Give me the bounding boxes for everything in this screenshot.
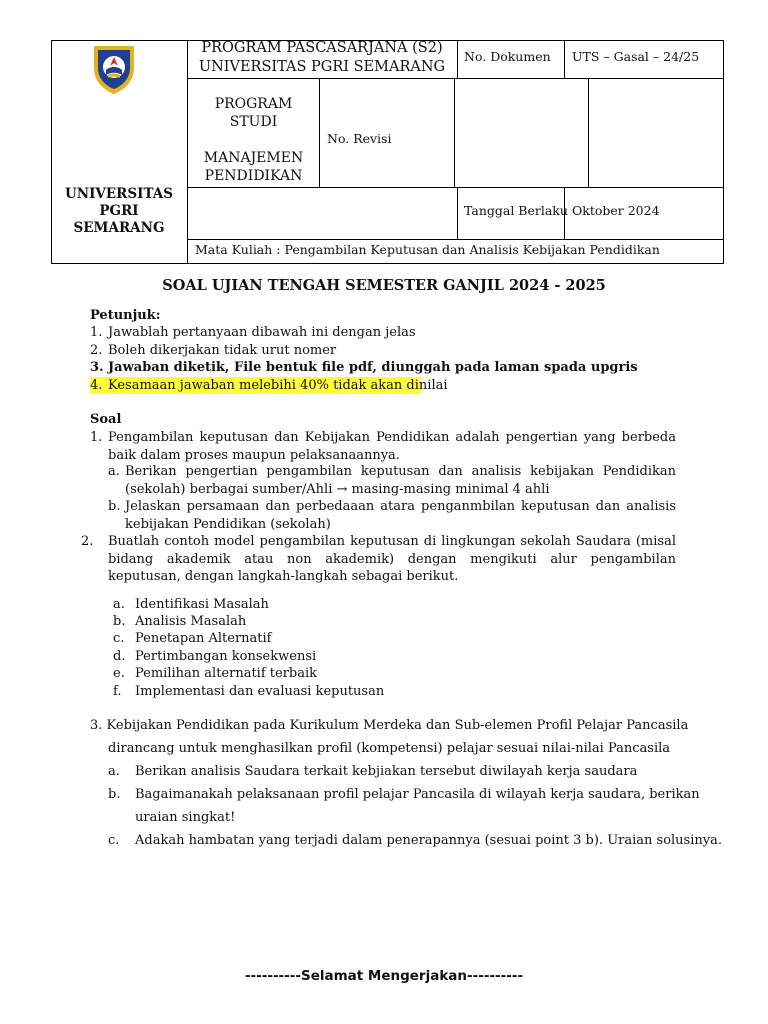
university-name: UNIVERSITAS PGRI SEMARANG: [64, 186, 173, 236]
list-item: f. Implementasi dan evaluasi keputusan: [113, 684, 385, 699]
list-item: c. Penetapan Alternatif: [113, 631, 272, 646]
question-3-line2: dirancang untuk menghasilkan profil (kompetensi) pelajar sesuai nilai-nilai Pancasila: [108, 741, 671, 756]
divider: [187, 187, 724, 188]
divider: [187, 239, 724, 240]
university-title: PROGRAM PASCASARJANA (S2) UNIVERSITAS PGRI SEMARANG: [198, 40, 446, 75]
divider: [457, 40, 458, 78]
questions-heading: Soal: [90, 412, 122, 427]
highlighted-item: 4. Kesamaan jawaban melebihi 40% tidak akan dinilai: [90, 378, 448, 393]
question-1-text: Pengambilan keputusan dan Kebijakan Pendidikan adalah pengertian yang berbeda baik dalam proses maupun pelaksanaannya.: [108, 430, 676, 463]
list-item: d. Pertimbangan konsekwensi: [113, 649, 317, 664]
instructions-heading: Petunjuk:: [90, 308, 161, 323]
valid-date-label: Tanggal Berlaku: [464, 203, 568, 218]
question-3b-text-cont: uraian singkat!: [135, 810, 236, 825]
sub-item-number: b.: [108, 787, 121, 802]
list-item: e. Pemilihan alternatif terbaik: [113, 666, 318, 681]
doc-number-label: No. Dokumen: [464, 49, 551, 64]
closing-message: ----------Selamat Mengerjakan----------: [244, 968, 524, 984]
divider: [454, 78, 455, 187]
program-name: PROGRAM STUDI MANAJEMEN PENDIDIKAN: [203, 96, 304, 184]
list-item: 2. Boleh dikerjakan tidak urut nomer: [90, 343, 337, 358]
question-3a-text: Berikan analisis Saudara terkait kebjiakan tersebut diwilayah kerja saudara: [135, 764, 638, 779]
sub-item-number: b.: [108, 499, 121, 514]
question-3c-text: Adakah hambatan yang terjadi dalam penerapannya (sesuai point 3 b). Uraian solusinya.: [135, 833, 722, 848]
question-2-text: Buatlah contoh model pengambilan keputusan di lingkungan sekolah Saudara (misal bidang akademik atau non akademik) dengan mengikuti alur pengambilan keputusan, dengan langkah-langkah sebagai berikut.: [108, 534, 676, 584]
question-3b-text: Bagaimanakah pelaksanaan profil pelajar Pancasila di wilayah kerja saudara, berikan: [135, 787, 700, 802]
question-number: 1.: [90, 430, 103, 445]
sub-item-number: a.: [108, 764, 120, 779]
sub-item-number: a.: [108, 464, 120, 479]
valid-date-value: Oktober 2024: [572, 203, 660, 218]
arrow-right-icon: →: [336, 481, 348, 497]
divider: [457, 187, 458, 239]
divider: [319, 78, 320, 187]
revision-label: No. Revisi: [327, 131, 392, 146]
sub-item-number: c.: [108, 833, 120, 848]
list-item: b. Analisis Masalah: [113, 614, 247, 629]
divider: [564, 40, 565, 78]
list-item: 1. Jawablah pertanyaan dibawah ini dengan jelas: [90, 325, 416, 340]
doc-number-value: UTS – Gasal – 24/25: [572, 49, 700, 64]
divider: [187, 78, 724, 79]
question-1a-text: Berikan pengertian pengambilan keputusan dan analisis kebijakan Pendidikan (sekolah) berbagai sumber/Ahli → masing-masing minimal 4 ahli: [125, 464, 676, 497]
question-1b-text: Jelaskan persamaan dan perbedaaan atara penganmbilan keputusan dan analisis kebijakan Pendidikan (sekolah): [125, 499, 676, 532]
course-name: Mata Kuliah : Pengambilan Keputusan dan Analisis Kebijakan Pendidikan: [195, 242, 660, 257]
exam-title: SOAL UJIAN TENGAH SEMESTER GANJIL 2024 - 2025: [162, 277, 606, 294]
list-item: 3. Jawaban diketik, File bentuk file pdf, diunggah pada laman spada upgris: [90, 360, 638, 375]
list-item: a. Identifikasi Masalah: [113, 597, 269, 612]
question-number: 2.: [81, 534, 94, 549]
question-3-line1: 3. Kebijakan Pendidikan pada Kurikulum Merdeka dan Sub-elemen Profil Pelajar Pancasila: [90, 718, 689, 733]
divider: [588, 78, 589, 187]
university-logo: [90, 42, 138, 96]
